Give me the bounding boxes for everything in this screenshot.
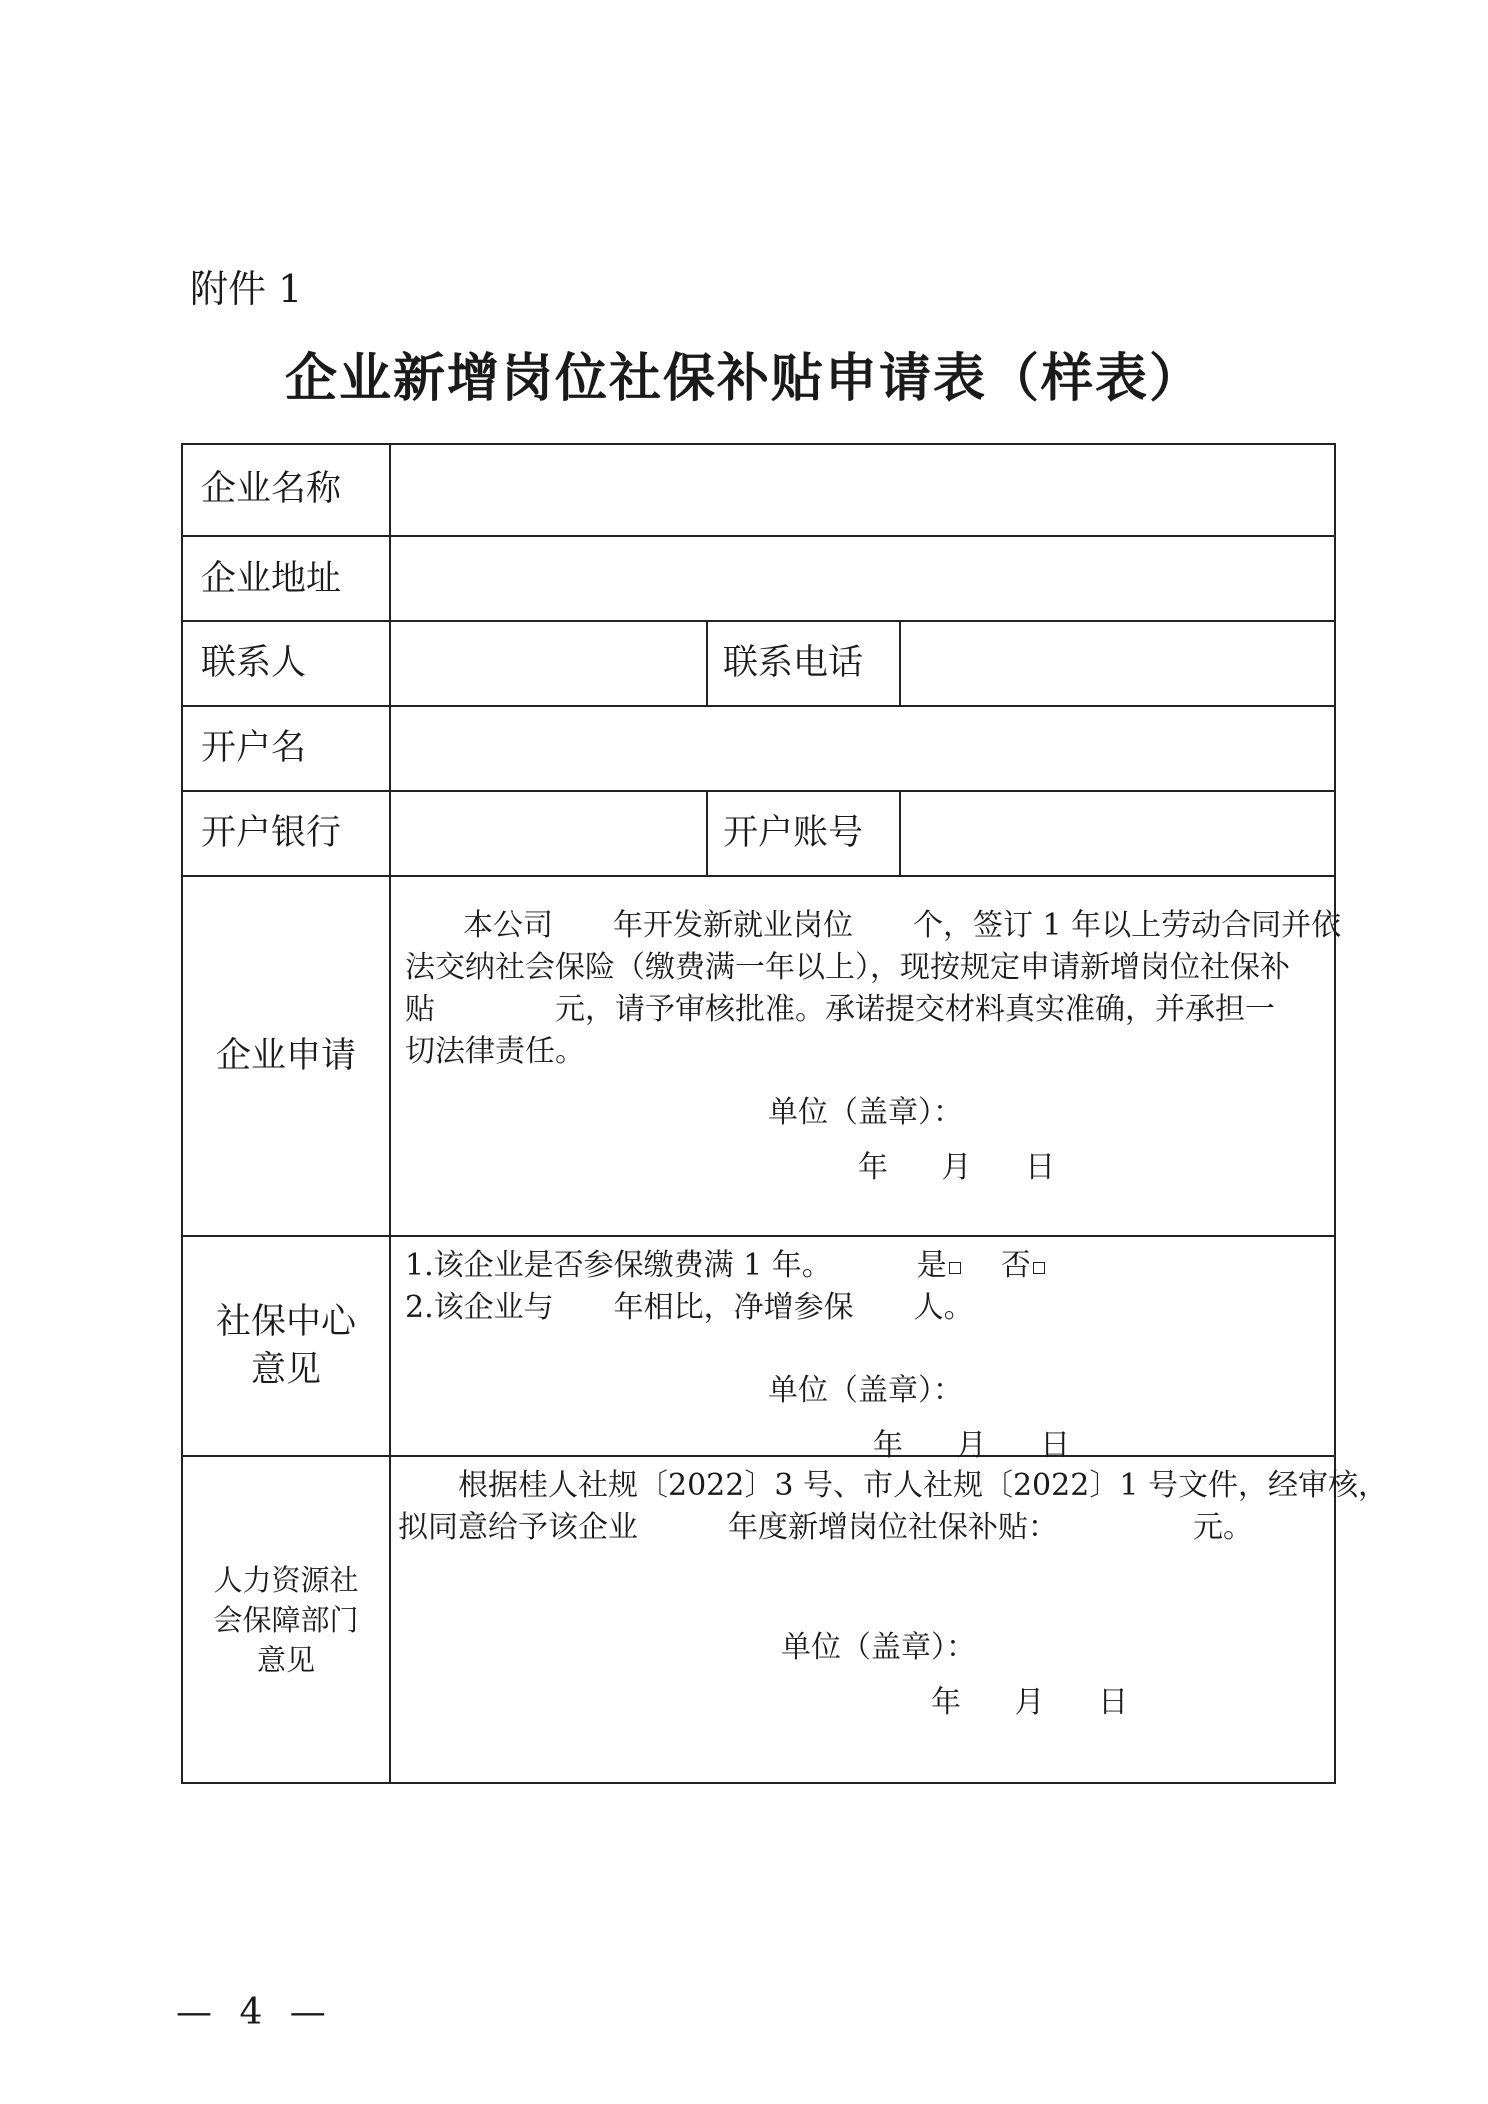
enterprise-application-label: 企业申请 bbox=[215, 1036, 356, 1076]
hr-department-label: 人力资源社 bbox=[213, 1562, 359, 1597]
contact-person-field[interactable] bbox=[393, 624, 703, 704]
social-security-date: 年 月 日 bbox=[873, 1428, 1071, 1463]
social-security-label-cell bbox=[183, 1237, 389, 1455]
attachment-label: 附件 1 bbox=[190, 267, 303, 311]
contact-person-label: 联系人 bbox=[201, 643, 307, 683]
application-text-line: 贴 元，请予审核批准。承诺提交材料真实准确，并承担一 bbox=[405, 992, 1275, 1027]
hr-opinion-line: 根据桂人社规〔2022〕3 号、市人社规〔2022〕1 号文件，经审核， bbox=[458, 1468, 1388, 1503]
hr-opinion-line: 拟同意给予该企业 年度新增岗位社保补贴： 元。 bbox=[398, 1510, 1253, 1545]
application-text-line: 本公司 年开发新就业岗位 个，签订 1 年以上劳动合同并依 bbox=[463, 908, 1342, 943]
hr-department-label-cell bbox=[183, 1457, 389, 1782]
form-title: 企业新增岗位社保补贴申请表（样表） bbox=[284, 348, 1203, 409]
company-address-label: 企业地址 bbox=[201, 559, 342, 599]
contact-phone-field[interactable] bbox=[903, 624, 1331, 704]
application-text-line: 法交纳社会保险（缴费满一年以上），现按规定申请新增岗位社保补 bbox=[405, 950, 1290, 985]
account-name-field[interactable] bbox=[393, 709, 1331, 789]
yes-checkbox[interactable] bbox=[949, 1262, 961, 1274]
hr-department-label: 意见 bbox=[256, 1642, 315, 1677]
application-seal-label: 单位（盖章）： bbox=[768, 1095, 963, 1130]
contact-phone-label: 联系电话 bbox=[723, 643, 864, 683]
social-security-question-2: 2.该企业与 年相比，净增参保 人。 bbox=[405, 1290, 974, 1325]
application-form bbox=[181, 443, 1388, 1784]
yes-label: 是 bbox=[916, 1248, 947, 1283]
no-checkbox[interactable] bbox=[1033, 1262, 1045, 1274]
no-label: 否 bbox=[1000, 1248, 1031, 1283]
bank-field[interactable] bbox=[393, 794, 703, 874]
enterprise-application-label-cell bbox=[183, 877, 389, 1235]
social-security-label: 社保中心 bbox=[215, 1302, 356, 1342]
application-text-line: 切法律责任。 bbox=[405, 1034, 585, 1069]
page-number: — 4 — bbox=[176, 1992, 334, 2033]
account-name-label: 开户名 bbox=[201, 728, 307, 768]
company-address-field[interactable] bbox=[393, 539, 1331, 619]
company-name-field[interactable] bbox=[393, 447, 1331, 533]
hr-department-label: 会保障部门 bbox=[213, 1602, 359, 1637]
social-security-label: 意见 bbox=[250, 1350, 321, 1390]
social-security-seal-label: 单位（盖章）： bbox=[768, 1373, 963, 1408]
application-date: 年 月 日 bbox=[858, 1150, 1056, 1185]
account-number-field[interactable] bbox=[903, 794, 1331, 874]
bank-label: 开户银行 bbox=[201, 813, 342, 853]
company-name-label: 企业名称 bbox=[201, 469, 342, 509]
social-security-question-1: 1.该企业是否参保缴费满 1 年。 是 否 bbox=[405, 1245, 1045, 1287]
hr-date: 年 月 日 bbox=[931, 1685, 1129, 1720]
account-number-label: 开户账号 bbox=[723, 813, 864, 853]
hr-seal-label: 单位（盖章）： bbox=[781, 1630, 976, 1665]
